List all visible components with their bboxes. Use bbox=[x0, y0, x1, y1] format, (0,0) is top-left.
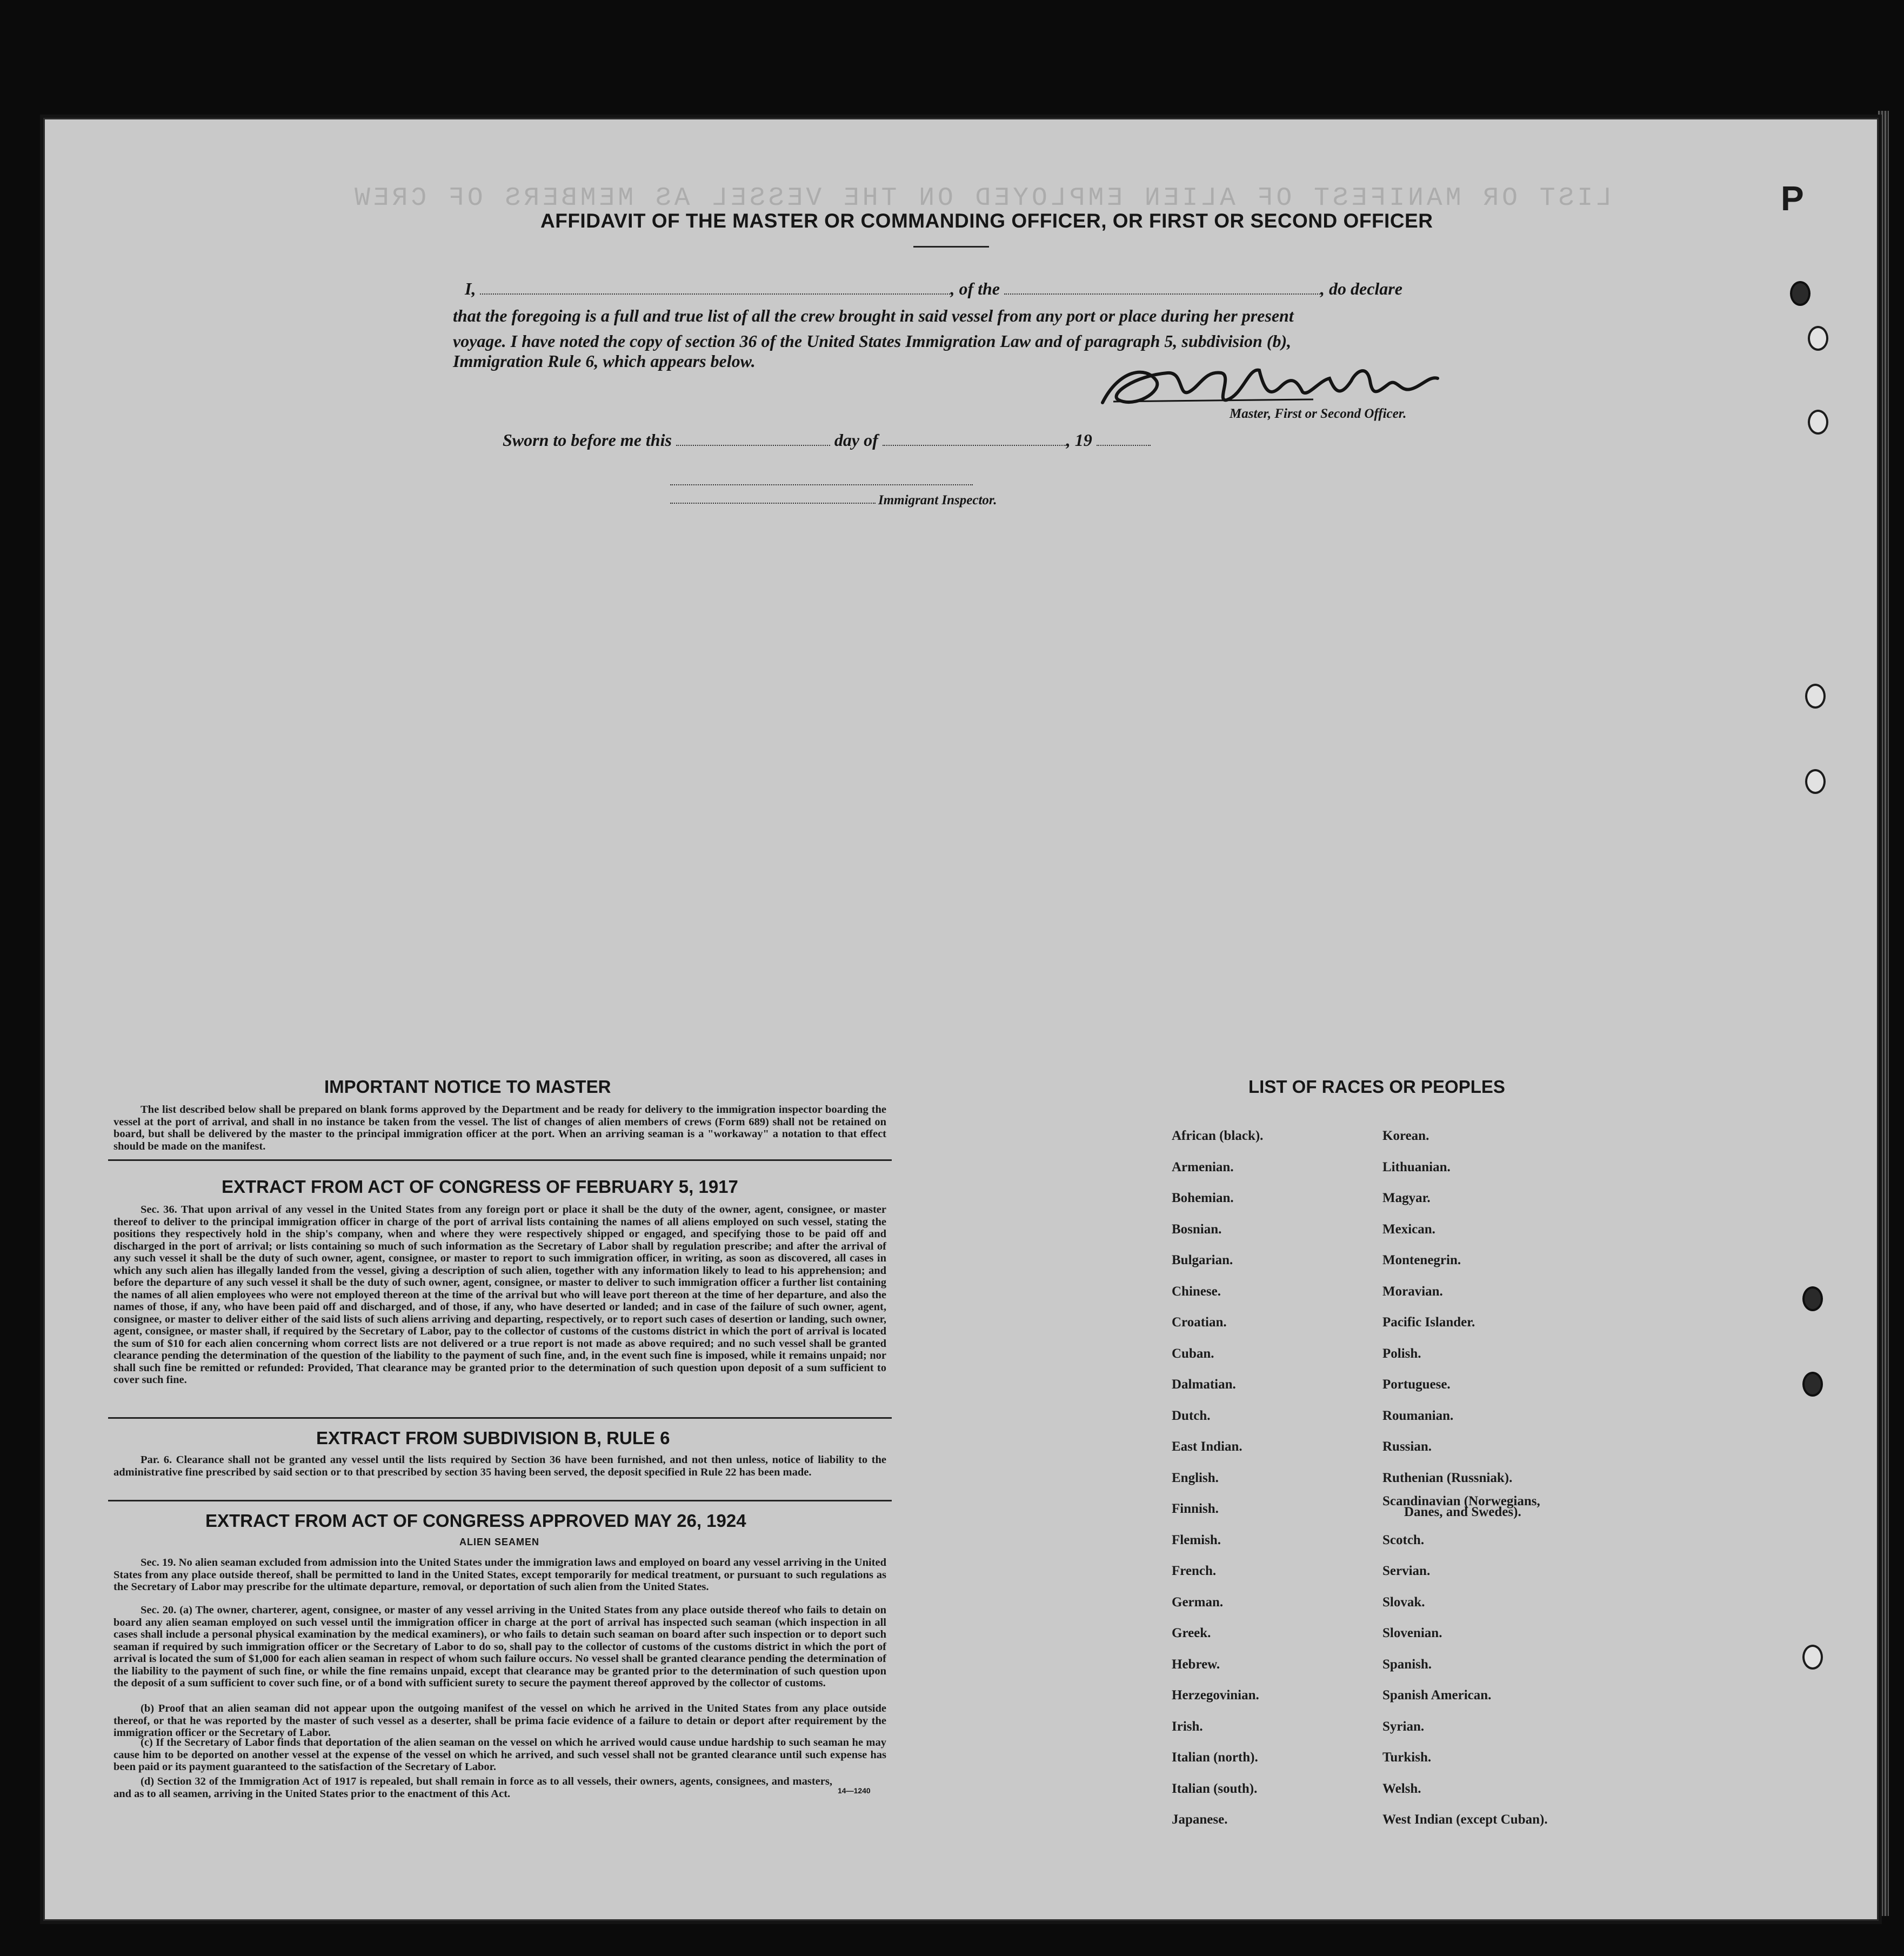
day-of-label: day of bbox=[834, 430, 878, 450]
affidavit-title: AFFIDAVIT OF THE MASTER OR COMMANDING OFFICER, OR FIRST OR SECOND OFFICER bbox=[540, 210, 1433, 232]
race-item: Dutch. bbox=[1172, 1408, 1211, 1423]
inspector-caption: Immigrant Inspector. bbox=[878, 493, 997, 508]
race-item: Polish. bbox=[1382, 1346, 1421, 1361]
race-item: Finnish. bbox=[1172, 1501, 1219, 1516]
race-item: East Indian. bbox=[1172, 1439, 1242, 1454]
race-item: Scandinavian (Norwegians, bbox=[1382, 1494, 1540, 1508]
race-item: Hebrew. bbox=[1172, 1657, 1220, 1672]
divider bbox=[108, 1500, 892, 1501]
race-item: West Indian (except Cuban). bbox=[1382, 1812, 1548, 1827]
sworn-month-blank[interactable] bbox=[883, 444, 1066, 446]
vessel-blank[interactable] bbox=[1004, 293, 1320, 295]
race-item: Syrian. bbox=[1382, 1719, 1425, 1734]
binder-hole-icon bbox=[1808, 410, 1828, 435]
notice-title: IMPORTANT NOTICE TO MASTER bbox=[324, 1077, 611, 1097]
form-number: 14—1240 bbox=[838, 1786, 871, 1795]
divider bbox=[108, 1159, 892, 1161]
race-item: Irish. bbox=[1172, 1719, 1203, 1734]
do-declare-label: , do declare bbox=[1320, 279, 1402, 298]
binder-hole-icon bbox=[1805, 769, 1826, 794]
race-item: Russian. bbox=[1382, 1439, 1432, 1454]
declaration-line-1 bbox=[465, 276, 1470, 302]
declaration-line-4: Immigration Rule 6, which appears below. bbox=[453, 351, 756, 371]
race-item: Scotch. bbox=[1382, 1532, 1425, 1547]
declaration-line-2: that the foregoing is a full and true list of all the crew brought in said vessel from any port or place during her present bbox=[453, 306, 1294, 325]
race-item: Lithuanian. bbox=[1382, 1159, 1451, 1174]
title-rule bbox=[913, 246, 989, 248]
extract-rule6-title: EXTRACT FROM SUBDIVISION B, RULE 6 bbox=[316, 1428, 670, 1448]
page-stack-edge bbox=[1878, 111, 1889, 1916]
year-prefix: , 19 bbox=[1066, 430, 1092, 450]
race-item: Servian. bbox=[1382, 1564, 1431, 1578]
race-item: Montenegrin. bbox=[1382, 1253, 1461, 1267]
binder-hole-icon bbox=[1808, 326, 1828, 351]
binder-hole-icon bbox=[1802, 1645, 1823, 1670]
race-item: Welsh. bbox=[1382, 1781, 1421, 1796]
of-the-label: , of the bbox=[950, 279, 1000, 298]
race-item: Portuguese. bbox=[1382, 1377, 1451, 1392]
signature-caption: Master, First or Second Officer. bbox=[1230, 406, 1407, 421]
race-item: Greek. bbox=[1172, 1626, 1211, 1640]
sworn-line bbox=[503, 427, 1221, 453]
race-item: Mexican. bbox=[1382, 1221, 1435, 1237]
inspector-line bbox=[670, 503, 876, 504]
binder-hole-icon bbox=[1805, 684, 1826, 709]
race-item: Croatian. bbox=[1172, 1315, 1227, 1330]
declaration-line-3: voyage. I have noted the copy of section 36 of the United States Immigration Law and of paragraph 5, subdivision (b), bbox=[453, 331, 1292, 351]
binder-hole-icon bbox=[1802, 1286, 1823, 1311]
race-item: Japanese. bbox=[1172, 1812, 1228, 1827]
race-item: Turkish. bbox=[1382, 1750, 1432, 1765]
sec20d-text: (d) Section 32 of the Immigration Act of 1917 is repealed, but shall remain in force as to all vessels, their owners, agents, consignees, and masters, and as to all seamen, arriving in the United States prior to the enactment of this Act. bbox=[113, 1775, 832, 1800]
race-item: English. bbox=[1172, 1470, 1219, 1485]
race-item: Cuban. bbox=[1172, 1346, 1214, 1361]
race-item: Herzegovinian. bbox=[1172, 1688, 1259, 1703]
race-item: Italian (north). bbox=[1172, 1750, 1258, 1765]
i-label: I, bbox=[465, 279, 476, 298]
race-item: Italian (south). bbox=[1172, 1781, 1258, 1796]
race-item: Bosnian. bbox=[1172, 1221, 1222, 1237]
race-item: Bohemian. bbox=[1172, 1191, 1234, 1205]
divider bbox=[108, 1417, 892, 1419]
race-item: Korean. bbox=[1382, 1129, 1429, 1143]
race-item: Spanish American. bbox=[1382, 1688, 1492, 1703]
race-item: Armenian. bbox=[1172, 1159, 1234, 1174]
extract-1917-title: EXTRACT FROM ACT OF CONGRESS OF FEBRUARY 5, 1917 bbox=[222, 1177, 738, 1197]
sworn-day-blank[interactable] bbox=[676, 444, 830, 446]
notice-text: The list described below shall be prepared on blank forms approved by the Department and be ready for delivery to the immigration inspector boarding the vessel at the port of arrival, and shall in no instance be taken from the vessel. The list of changes of alien members of crews (Form 689) shall not be retained on board, but shall be delivered by the master to the principal immigration officer at the port. When an arriving seaman is a "workaway" a notation to that effect should be made on the manifest. bbox=[113, 1104, 886, 1152]
alien-seamen-subtitle: ALIEN SEAMEN bbox=[459, 1537, 540, 1547]
bleed-through-text: LIST OR MANIFEST OF ALIEN EMPLOYED ON THE VESSEL AS MEMBERS OF CREW bbox=[351, 184, 1612, 213]
race-item: German. bbox=[1172, 1594, 1224, 1610]
extract-rule6-text: Par. 6. Clearance shall not be granted any vessel until the lists required by Section 36 have been furnished, and not then unless, notice of liability to the administrative fine prescribed by said section or to that prescribed by section 35 having been served, the deposit specified in Rule 22 has been made. bbox=[113, 1454, 886, 1478]
margin-mark: P bbox=[1781, 179, 1804, 218]
race-item: Roumanian. bbox=[1382, 1408, 1454, 1423]
race-item-scandinavian-cont: Danes, and Swedes). bbox=[1404, 1505, 1521, 1519]
extract-1917-text: Sec. 36. That upon arrival of any vessel in the United States from any foreign port or place it shall be the duty of the owner, agent, consignee, or master thereof to deliver to the principal immigration officer in charge of the port of arrival lists containing the names of all aliens employed on such vessel, stating the positions they respectively hold in the ship's company, when and where they were respectively shipped or engaged, and specifying those to be paid off and discharged in the port of arrival; or lists containing so much of such information as the Secretary of Labor shall by regulation prescribe; and after the arrival of any such vessel it shall be the duty of such owner, agent, consignee, or master to report to such immigration officer, in writing, as soon as discovered, all cases in which any such alien has illegally landed from the vessel, giving a description of such alien, together with any information likely to lead to his apprehension; and before the departure of any such vessel it shall be the duty of such owner, agent, consignee, or master to deliver to such immigration officer a further list containing the names of all alien employees who were not employed thereon at the time of the arrival but who will leave port thereon at the time of her departure, and also the names of those, if any, who have been paid off and discharged, and of those, if any, who have deserted or landed; and in case of the failure of such owner, agent, consignee, or master to deliver either of the said lists of such aliens arriving and departing, respectively, or to report such cases of desertion or landing, such owner, agent, consignee, or master shall, if required by the Secretary of Labor, pay to the collector of customs of the customs district in which the port of arrival is located the sum of $10 for each alien concerning whom correct lists are not delivered or a true report is not made as above required; and no such vessel shall be granted clearance pending the determination of the question of the liability to the payment of such fine, and, in the event such fine is imposed, while it remains unpaid; nor shall such fine be remitted or refunded: Provided, That clearance may be granted prior to the determination of such question upon deposit of a sum sufficient to cover such fine. bbox=[113, 1204, 886, 1386]
race-item: Flemish. bbox=[1172, 1532, 1221, 1547]
sec20b-text: (b) Proof that an alien seaman did not appear upon the outgoing manifest of the vessel on which he arrived in the United States from any place outside thereof, or that he was reported by the master of such vessel as a deserter, shall be prima facie evidence of a failure to detain or deport after requirement by the immigration officer or the Secretary of Labor. bbox=[113, 1703, 886, 1739]
sec19-text: Sec. 19. No alien seaman excluded from admission into the United States under the immigration laws and employed on board any vessel arriving in the United States from any place outside thereof, shall be permitted to land in the United States, except temporarily for medical treatment, or pursuant to such regulations as the Secretary of Labor may prescribe for the ultimate departure, removal, or deportation of such alien from the United States. bbox=[113, 1557, 886, 1593]
sec20c-text: (c) If the Secretary of Labor finds that deportation of the alien seaman on the vessel on which he arrived would cause undue hardship to such seaman he may cause him to be deported on another vessel at the expense of the vessel on which he arrived, and such vessel shall not be granted clearance until such expense has been paid or its payment guaranteed to the satisfaction of the Secretary of Labor. bbox=[113, 1737, 886, 1773]
races-title: LIST OF RACES OR PEOPLES bbox=[1248, 1077, 1505, 1097]
race-item: Magyar. bbox=[1382, 1191, 1431, 1205]
race-item: Moravian. bbox=[1382, 1284, 1443, 1299]
race-item: African (black). bbox=[1172, 1129, 1264, 1143]
binder-hole-icon bbox=[1790, 281, 1811, 306]
sec20a-text: Sec. 20. (a) The owner, charterer, agent, consignee, or master of any vessel arriving in the United States from any place outside thereof who fails to detain on board any alien seaman employed on such vessel until the immigration officer in charge at the port of arrival has inspected such seaman (which inspection in all cases shall include a personal physical examination by the medical examiners), or who fails to detain such seaman on board after such inspection or to deport such seaman if required by such immigration officer or the Secretary of Labor to do so, shall pay to the collector of customs of the customs district in which the port of arrival is located the sum of $1,000 for each alien seaman in respect of whom such failure occurs. No vessel shall be granted clearance pending the determination of the liability to the payment of such fine, or while the fine remains unpaid, except that clearance may be granted prior to the determination of such question upon the deposit of a sum sufficient to cover such fine, or of a bond with sufficient surety to secure the payment thereof approved by the collector of customs. bbox=[113, 1604, 886, 1689]
sworn-label: Sworn to before me this bbox=[503, 430, 672, 450]
race-item: Pacific Islander. bbox=[1382, 1315, 1475, 1330]
race-item: Dalmatian. bbox=[1172, 1377, 1236, 1392]
race-item: Chinese. bbox=[1172, 1284, 1221, 1299]
race-item: Ruthenian (Russniak). bbox=[1382, 1470, 1513, 1485]
race-item: Spanish. bbox=[1382, 1657, 1432, 1672]
name-blank[interactable] bbox=[480, 293, 950, 295]
extract-1924-title: EXTRACT FROM ACT OF CONGRESS APPROVED MAY 26, 1924 bbox=[205, 1511, 746, 1531]
sworn-year-blank[interactable] bbox=[1097, 444, 1151, 446]
inspector-line-top bbox=[670, 484, 973, 485]
binder-hole-icon bbox=[1802, 1372, 1823, 1397]
race-item: Slovenian. bbox=[1382, 1626, 1442, 1640]
race-item: Slovak. bbox=[1382, 1594, 1425, 1610]
race-item: French. bbox=[1172, 1564, 1217, 1578]
race-item: Bulgarian. bbox=[1172, 1253, 1233, 1267]
